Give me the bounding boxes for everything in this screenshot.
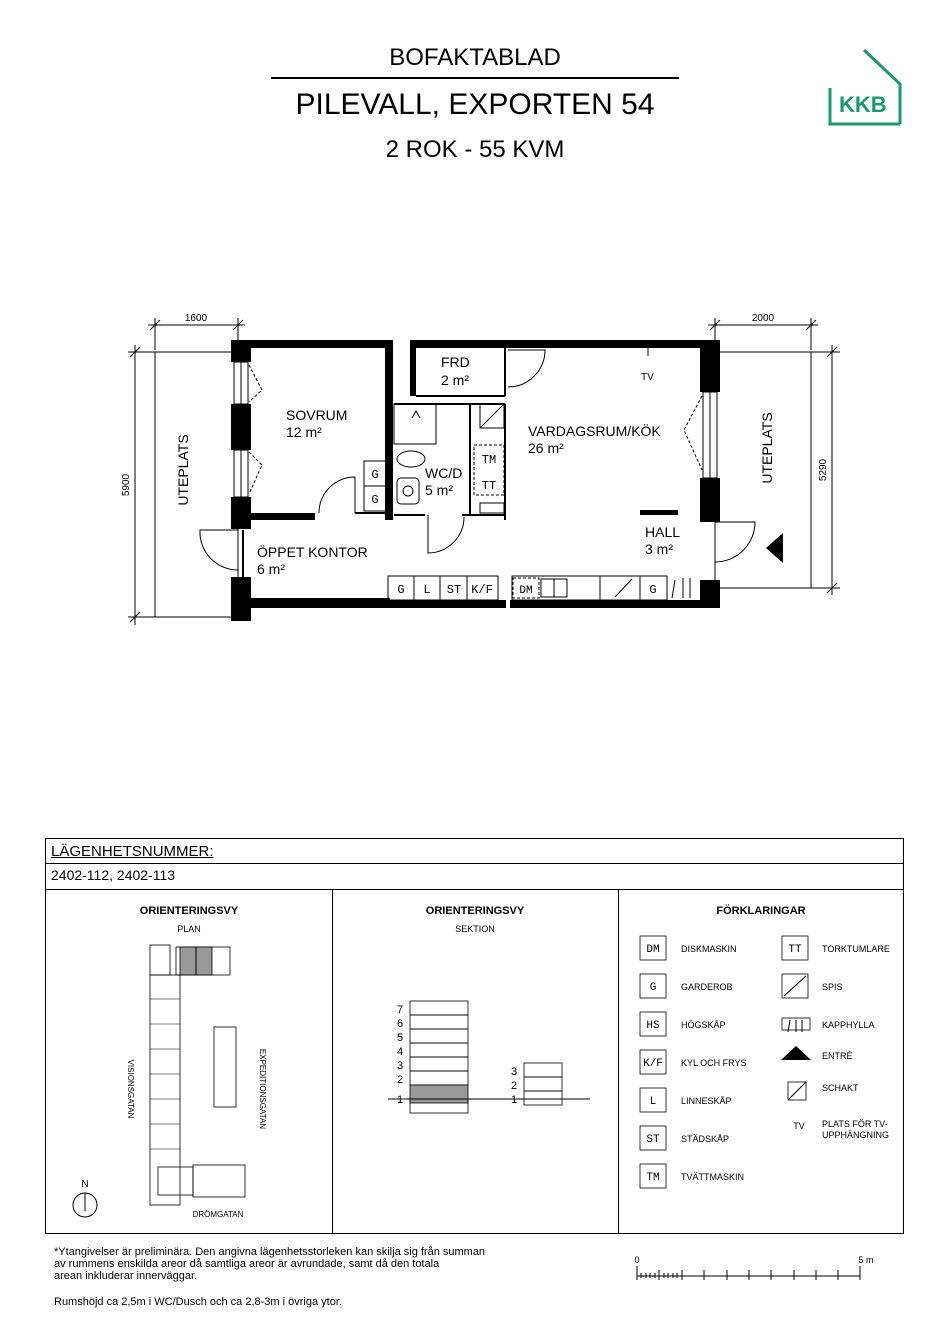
terrace-left [155,352,238,617]
footnote-line: *Ytangivelser är preliminära. Den angivna lägenhetsstorleken kan skilja sig från summan [54,1246,486,1258]
uteplats-right: UTEPLATS [759,412,775,484]
legend-code: ST [646,1134,660,1146]
floor-label: 6 [396,1018,404,1030]
document-type-label: BOFAKTABLAD [389,44,561,71]
floor-label: 1 [396,1094,404,1106]
room-wc-area: 5 m² [425,482,453,498]
floor-drain [480,503,504,513]
coat-rack-icon [672,578,690,598]
street-visionsgatan: VISIONSGATAN [126,1059,135,1119]
room-wc-name: WC/D [425,465,463,481]
site-plan [46,939,332,1231]
fixture-g: G [397,583,405,597]
floor-label: 2 [510,1080,518,1092]
north-label: N [81,1179,89,1190]
stove-icon [615,579,632,597]
room-frd-name: FRD [441,354,470,370]
orient-plan-subtitle: PLAN [177,924,201,934]
room-kontor-area: 6 m² [257,561,285,577]
dim-right-width: 2000 [751,313,775,324]
legend-label: UPPHÄNGNING [822,1130,890,1140]
dim-right-height: 5290 [818,458,829,482]
footnote [54,1246,574,1282]
shower-arrow-icon [412,411,420,418]
fixture-tm: TM [481,453,497,467]
legend-code: TM [646,1172,660,1184]
room-sovrum-name: SOVRUM [286,407,348,423]
room-kontor-name: ÖPPET KONTOR [257,544,368,560]
shower-area [394,404,436,444]
legend-label: LINNESKÅP [681,1096,732,1106]
legend-label: KAPPHYLLA [822,1020,875,1030]
floor-label: 2 [396,1074,404,1086]
legend-code: HS [646,1020,660,1032]
floor-label: 3 [510,1066,518,1078]
floor-label: 1 [510,1094,518,1106]
divider [46,863,903,864]
floor-label: 3 [396,1060,404,1072]
fixture-l: L [423,583,431,597]
uteplats-left: UTEPLATS [175,434,191,506]
page-title: PILEVALL, EXPORTEN 54 [295,88,655,121]
legend-label: ENTRÉ [822,1051,853,1061]
fixture-dm: DM [519,585,533,597]
legend-label: TVÄTTMASKIN [681,1172,745,1182]
divider [46,889,903,890]
street-expeditionsgatan: EXPEDITIONSGATAN [258,1048,267,1130]
tv-mark: TV [641,372,654,383]
fixture-g: G [371,493,379,507]
entry-icon [766,533,783,563]
room-hall-name: HALL [645,524,681,540]
kkb-logo [820,44,910,129]
legend-code: TT [788,944,802,956]
legend-label: SPIS [822,982,843,992]
fixture-kf: K/F [471,583,493,597]
legend-label: SCHAKT [822,1083,859,1093]
orient-section-title: ORIENTERINGSVY [425,905,525,917]
floor-plan [0,300,950,640]
legend-code: DM [646,944,660,956]
logo-text: KKB [839,92,887,117]
floor-label: 4 [396,1046,404,1058]
apartment-size: 2 ROK - 55 KVM [385,136,565,163]
legend-label: KYL OCH FRYS [681,1058,747,1068]
floor-label: 5 [396,1032,404,1044]
legend [618,934,904,1194]
street-dromgatan: DRÖMGATAN [192,1210,244,1219]
room-frd-area: 2 m² [441,372,469,388]
apt-number-label: LÄGENHETSNUMMER: [51,843,214,860]
fixture-g: G [649,583,657,597]
legend-title: FÖRKLARINGAR [716,905,806,917]
footnote-line: arean inkluderar innerväggar. [54,1270,198,1282]
legend-label: TORKTUMLARE [822,944,890,954]
dim-left-width: 1600 [184,313,208,324]
fixture-g: G [371,468,379,482]
section-diagram [332,989,618,1139]
footnote-line: av rummens enskilda areor då samtliga areor är avrundade, samt då den totala [54,1258,440,1270]
scale-bar [630,1252,880,1286]
room-sovrum-area: 12 m² [286,424,322,440]
ceiling-height-note: Rumshöjd ca 2,5m i WC/Dusch och ca 2,8-3m i övriga ytor. [54,1296,342,1308]
toilet-icon [397,451,425,467]
legend-code: TV [793,1121,805,1131]
sink-icon [397,478,419,504]
dim-left-height: 5900 [121,473,132,497]
legend-code: L [649,1096,657,1108]
header-divider [271,77,679,79]
fixture-st: ST [446,583,462,597]
info-box [45,838,904,1234]
legend-label: PLATS FÖR TV- [822,1119,888,1129]
kitchen-counter [512,576,667,600]
sink-drain-icon [403,486,413,496]
legend-label: DISKMASKIN [681,944,737,954]
legend-label: GARDEROB [681,982,733,992]
legend-code: K/F [643,1058,663,1070]
orient-plan-title: ORIENTERINGSVY [139,905,239,917]
room-hall-area: 3 m² [645,541,673,557]
room-vardag-name: VARDAGSRUM/KÖK [528,423,661,439]
scale-end: 5 m [858,1255,874,1265]
scale-start: 0 [634,1255,640,1265]
floor-label: 7 [396,1004,404,1016]
legend-code: G [649,982,657,994]
fixture-tt: TT [481,479,497,493]
shaft-diagonal [480,404,504,428]
apt-numbers: 2402-112, 2402-113 [51,867,176,883]
legend-label: STÄDSKÅP [681,1134,730,1144]
room-vardag-area: 26 m² [528,440,564,456]
orient-section-subtitle: SEKTION [455,924,495,934]
legend-label: HÖGSKÅP [681,1020,726,1030]
